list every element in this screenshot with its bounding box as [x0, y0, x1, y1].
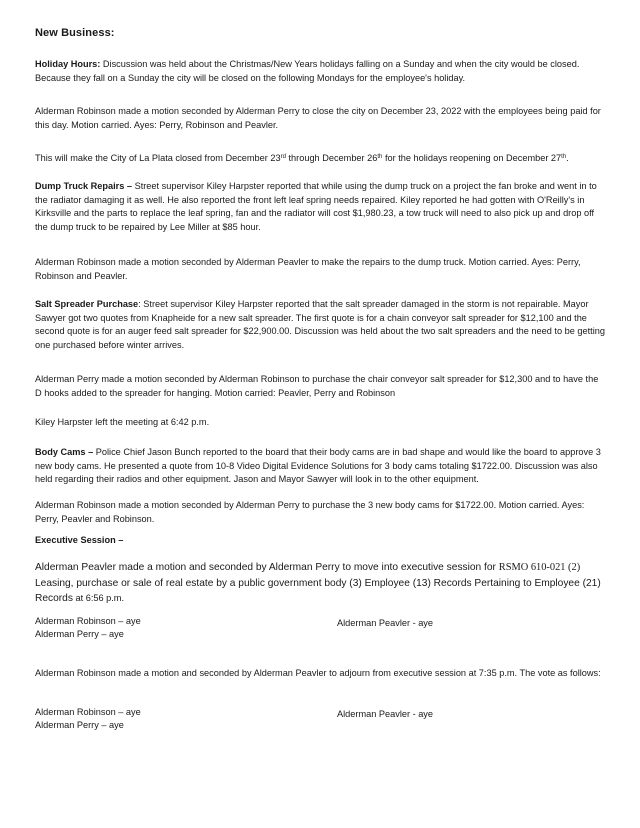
executive-motion-reasons: Leasing, purchase or sale of real estate by a public government body (3) Employee (13) Records Pertaining to Employee (21) Records [35, 577, 601, 604]
holiday-hours-label: Holiday Hours: [35, 59, 101, 69]
holiday-motion: Alderman Robinson made a motion seconded by Alderman Perry to close the city on December 23, 2022 with the employees being paid for this day. Motion carried. Ayes: Perry, Robinson and Peavler. [35, 106, 601, 130]
dump-truck-label: Dump Truck Repairs – [35, 181, 133, 191]
holiday-hours-text: Discussion was held about the Christmas/New Years holidays falling on a Sunday and when the city would be closed. Because they fall on a Sunday the city will be closed on the following Mondays for the employee's holiday. [35, 59, 580, 83]
salt-spreader-motion: Alderman Perry made a motion seconded by Alderman Robinson to purchase the chair conveyor salt spreader for $12,300 and to have the D hooks added to the spreader for hanging. Motion carried: Peavler, Perry and Robinson [35, 374, 599, 398]
body-cams-text: Police Chief Jason Bunch reported to the board that their body cams are in bad shape and would like the board to approve 3 new body cams. He presented a quote from 10-8 Video Digital Evidence Solutions for 3 body cams totaling $1722.00. Discussion was also held regarding their radios and other equipment. Jason and Mayor Sawyer will look in to the other equipment. [35, 447, 601, 485]
dump-truck-paragraph [35, 180, 605, 234]
harpster-departure: Kiley Harpster left the meeting at 6:42 p.m. [35, 417, 210, 427]
adjourn-motion: Alderman Robinson made a motion and seconded by Alderman Peavler to adjourn from executive session at 7:35 p.m. The vote as follows: [35, 668, 601, 678]
holiday-closure [35, 152, 605, 166]
salt-spreader-text: : Street supervisor Kiley Harpster reported that the salt spreader damaged in the storm is not repairable. Mayor Sawyer got two quotes from Knapheide for a new salt spreader. The first quote is for a chain conveyor salt spreader for $12,100 and the second quote is for an auger feed salt spreader for $22,900.00. Discussion was held about the two salt spreaders and the need to be getting one purchased before winter arrives. [35, 299, 605, 350]
executive-session-label: Executive Session – [35, 535, 124, 545]
vote2-peavler: Alderman Peavler - aye [337, 709, 434, 719]
vote1-peavler: Alderman Peavler - aye [337, 618, 434, 628]
section-title: New Business: [35, 27, 115, 39]
body-cams-motion: Alderman Robinson made a motion seconded by Alderman Perry to purchase the 3 new body cams for $1722.00. Motion carried. Ayes: Perry, Peavler and Robinson. [35, 500, 585, 524]
dump-truck-motion: Alderman Robinson made a motion seconded by Alderman Peavler to make the repairs to the dump truck. Motion carried. Ayes: Perry, Robinson and Peavler. [35, 257, 581, 281]
body-cams-paragraph [35, 446, 605, 487]
vote2-robinson: Alderman Robinson – aye [35, 707, 141, 717]
executive-motion-text: Alderman Peavler made a motion and seconded by Alderman Perry to move into executive session for [35, 562, 499, 573]
rsmo-reference: RSMO 610-021 (2) [498, 562, 581, 573]
executive-motion [35, 560, 605, 607]
dump-truck-text: Street supervisor Kiley Harpster reported that while using the dump truck on a project the fan broke and went in to the radiator damaging it as well. He also reported the front left leaf spring needs repaired. Kiley reported he had gotten with O'Reilly's in Kirksville and the parts to replace the leaf spring, fan and the radiator will cost $1,980.23, a tow truck will need to also pick up and drop off the dump truck to be repaired by Lee Miller at $85 hour. [35, 181, 597, 232]
closure-sup-3: th [561, 154, 567, 160]
vote2-perry: Alderman Perry – aye [35, 720, 124, 730]
executive-motion-time: at 6:56 p.m. [72, 593, 125, 603]
closure-text-3: for the holidays reopening on December 27 [382, 153, 562, 163]
closure-sup-2: th [377, 154, 383, 160]
vote1-perry: Alderman Perry – aye [35, 629, 124, 639]
holiday-hours-paragraph [35, 58, 605, 85]
closure-text-4: . [566, 153, 569, 163]
closure-sup-1: rd [280, 154, 286, 160]
body-cams-label: Body Cams – [35, 447, 94, 457]
closure-text-2: through December 26 [285, 153, 378, 163]
closure-text-1: This will make the City of La Plata closed from December 23 [35, 153, 281, 163]
salt-spreader-label: Salt Spreader Purchase [35, 299, 139, 309]
vote1-robinson: Alderman Robinson – aye [35, 616, 141, 626]
salt-spreader-paragraph [35, 298, 605, 352]
